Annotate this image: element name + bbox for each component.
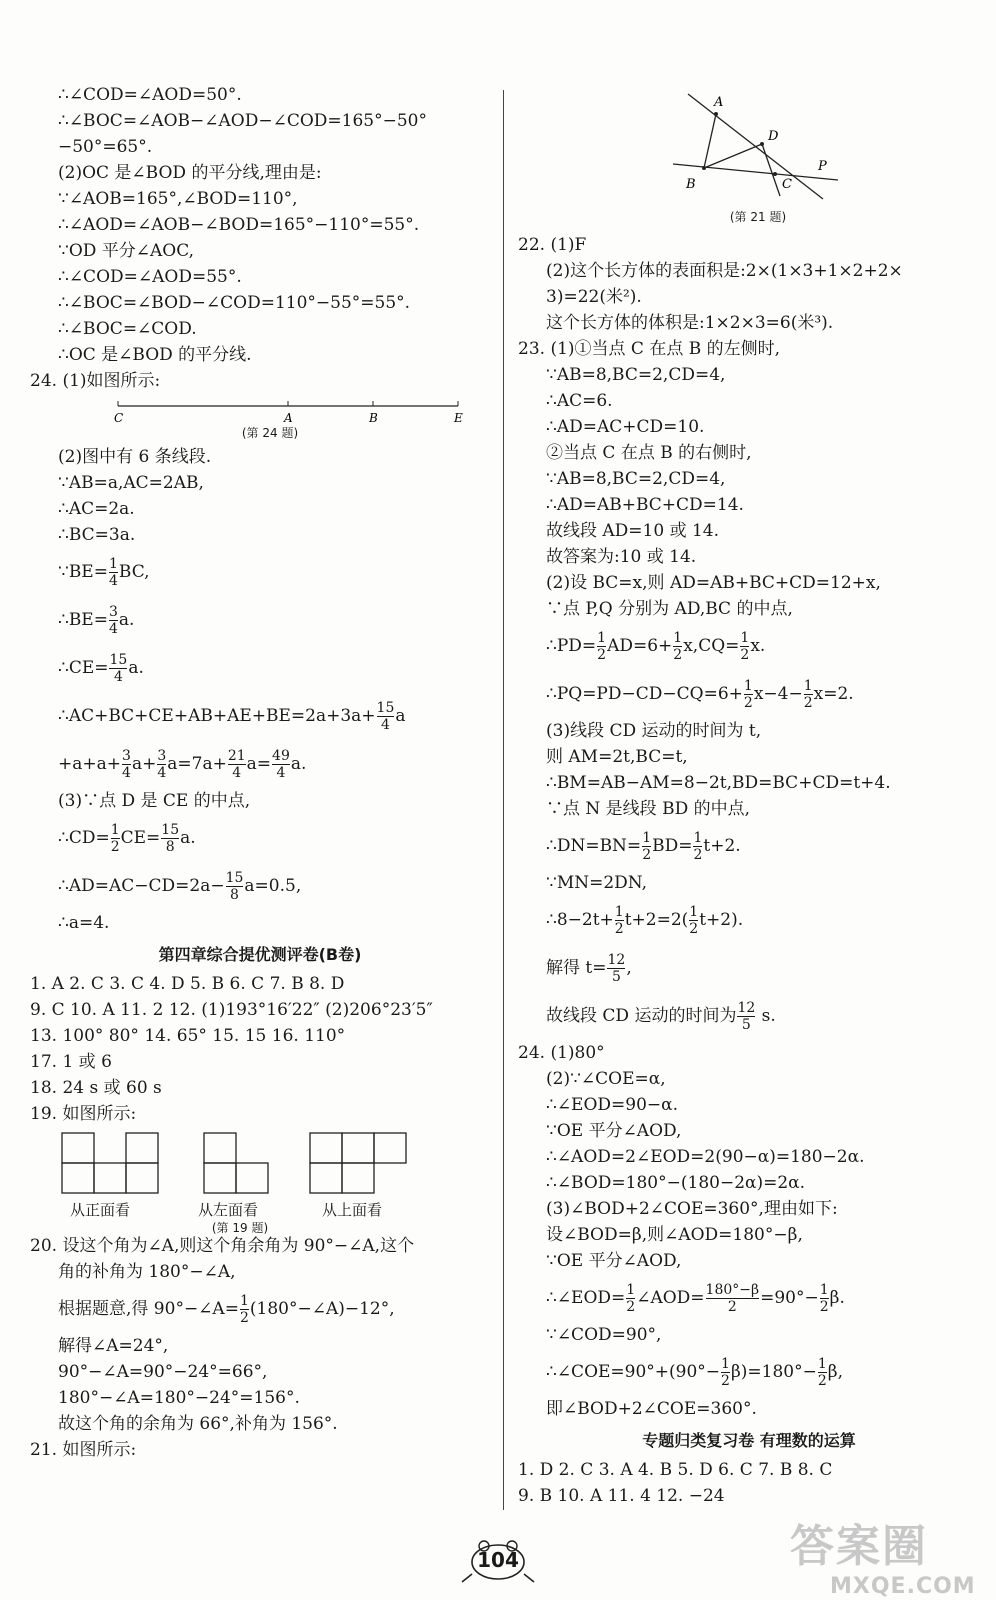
numerator: 1 <box>803 678 813 694</box>
text-run: x. <box>750 636 766 656</box>
fraction <box>122 748 131 781</box>
text-run: ∴CD= <box>58 828 110 848</box>
text-line: 21. 如图所示: <box>30 1440 137 1460</box>
text-run: 根据题意,得 90°−∠A= <box>58 1299 239 1319</box>
text-run: +a+a+ <box>58 754 122 774</box>
text-run: CE= <box>120 828 161 848</box>
answer-line: 24. (1)80° <box>518 1043 605 1063</box>
text-line: ∵OD 平分∠AOC, <box>58 241 195 261</box>
text-run: t+2=2( <box>624 910 689 930</box>
text-line: 3)=22(米²). <box>546 287 642 307</box>
text-run: a. <box>290 754 307 774</box>
text-line: 90°−∠A=90°−24°=66°, <box>58 1362 268 1382</box>
equation-line <box>30 548 490 596</box>
numerator: 12 <box>737 1000 756 1016</box>
text-run: x−4− <box>753 684 803 704</box>
text-run: s. <box>756 1006 776 1026</box>
numerator: 12 <box>607 952 626 968</box>
fraction <box>693 830 702 863</box>
equation-line <box>30 740 490 788</box>
text-line: ∵MN=2DN, <box>546 873 647 893</box>
denominator: 2 <box>239 1310 249 1326</box>
point-label-a: A <box>714 95 724 110</box>
text-line: 解得∠A=24°, <box>58 1336 169 1356</box>
equation-line <box>518 1348 980 1396</box>
text-line: ∵∠AOB=165°,∠BOD=110°, <box>58 189 298 209</box>
text-line: ∴∠BOC=∠BOD−∠COD=110°−55°=55°. <box>58 293 411 313</box>
text-line: 角的补角为 180°−∠A, <box>58 1262 236 1282</box>
section-title: 专题归类复习卷 有理数的运算 <box>642 1431 856 1450</box>
text-line: ∵点 P,Q 分别为 AD,BC 的中点, <box>546 599 793 619</box>
text-run: ∴∠COE=90°+(90°− <box>546 1362 721 1382</box>
text-run: 解得 t= <box>546 958 607 978</box>
right-column <box>518 84 980 1509</box>
denominator: 2 <box>693 847 703 863</box>
text-run: t+2. <box>703 836 741 856</box>
fraction <box>689 904 698 937</box>
point-label-e: E <box>454 411 463 425</box>
numerator: 15 <box>109 652 128 668</box>
denominator: 2 <box>740 647 750 663</box>
denominator: 4 <box>108 573 118 589</box>
equation-line <box>30 814 490 862</box>
view-label-left: 从左面看 <box>198 1201 259 1219</box>
text-line: ∵OE 平分∠AOD, <box>546 1121 682 1141</box>
figure-24 <box>30 394 490 444</box>
denominator: 4 <box>381 717 390 733</box>
numerator: 15 <box>225 870 244 886</box>
text-line: (3)∵点 D 是 CE 的中点, <box>58 791 251 811</box>
text-run: ∴∠EOD= <box>546 1288 626 1308</box>
fraction <box>272 748 290 781</box>
denominator: 4 <box>108 621 118 637</box>
page-number-badge <box>458 1538 538 1586</box>
fraction <box>109 652 127 685</box>
figure-caption: (第 24 题) <box>241 426 299 440</box>
text-line: ∴∠BOD=180°−(180−2α)=2α. <box>546 1173 806 1193</box>
fraction <box>109 556 118 589</box>
text-line: ∵AB=8,BC=2,CD=4, <box>546 365 726 385</box>
text-line: 故答案为:10 或 14. <box>546 547 697 567</box>
denominator: 4 <box>276 765 286 781</box>
text-line: (2)设 BC=x,则 AD=AB+BC+CD=12+x, <box>546 573 881 593</box>
answer-line: 9. C 10. A 11. 2 12. (1)193°16′22″ (2)206°23′5″ <box>30 1000 433 1020</box>
figure-21 <box>518 84 980 232</box>
fraction <box>240 1293 249 1326</box>
equation-line <box>30 644 490 692</box>
equation-line <box>30 1285 490 1333</box>
fraction <box>818 1356 827 1389</box>
watermark-logo-text: 答案圈 <box>790 1521 928 1572</box>
fraction <box>740 630 749 663</box>
text-run: a <box>395 706 406 726</box>
text-run: β. <box>829 1288 845 1308</box>
denominator: 2 <box>673 647 683 663</box>
denominator: 4 <box>122 765 131 781</box>
text-run: a+ <box>131 754 157 774</box>
fraction <box>226 870 244 903</box>
text-run: ∵BE= <box>58 562 108 582</box>
fraction <box>157 748 166 781</box>
point-label-a: A <box>284 411 293 425</box>
denominator: 2 <box>819 1299 829 1315</box>
text-line: −50°=65°. <box>58 137 153 157</box>
text-line: ∴BM=AB−AM=8−2t,BD=BC+CD=t+4. <box>546 773 891 793</box>
fraction <box>673 630 682 663</box>
numerator: 1 <box>614 904 624 920</box>
equation-line <box>518 822 980 870</box>
watermark <box>790 1510 976 1599</box>
numerator: 3 <box>108 604 118 620</box>
text-run: a. <box>128 658 144 678</box>
page-number: 104 <box>477 1548 519 1572</box>
text-line: ∵AB=8,BC=2,CD=4, <box>546 469 726 489</box>
point-label-p: P <box>818 159 827 174</box>
view-label-front: 从正面看 <box>70 1201 131 1219</box>
text-line: ∴AD=AB+BC+CD=14. <box>546 495 744 515</box>
answer-line: 9. B 10. A 11. 4 12. −24 <box>518 1486 725 1506</box>
point-label-c: C <box>782 177 792 192</box>
denominator: 2 <box>597 647 607 663</box>
text-line: 设∠BOD=β,则∠AOD=180°−β, <box>546 1225 803 1245</box>
text-line: 180°−∠A=180°−24°=156°. <box>58 1388 300 1408</box>
text-run: ∴DN=BN= <box>546 836 642 856</box>
numerator: 1 <box>239 1293 249 1309</box>
text-run: AD=6+ <box>607 636 673 656</box>
denominator: 2 <box>721 1373 730 1389</box>
text-run: a. <box>118 610 135 630</box>
equation-line <box>30 862 490 910</box>
text-line: ∴AD=AC+CD=10. <box>546 417 705 437</box>
text-line: ∴OC 是∠BOD 的平分线. <box>58 345 252 365</box>
text-run: t+2). <box>699 910 744 930</box>
text-run: a=0.5, <box>244 876 302 896</box>
text-line: 20. 设这个角为∠A,则这个角余角为 90°−∠A,这个 <box>30 1236 415 1256</box>
equation-line <box>518 670 980 718</box>
text-line: (2)OC 是∠BOD 的平分线,理由是: <box>58 163 322 183</box>
text-line: (2)∵∠COE=α, <box>546 1069 666 1089</box>
text-line: 故这个角的余角为 66°,补角为 156°. <box>58 1414 338 1434</box>
answer-line: 22. (1)F <box>518 235 587 255</box>
text-run: a= <box>246 754 272 774</box>
text-line: ∴∠COD=∠AOD=50°. <box>58 85 242 105</box>
numerator: 15 <box>161 822 180 838</box>
numerator: 1 <box>817 1356 827 1372</box>
equation-line <box>30 692 490 740</box>
fraction <box>228 748 246 781</box>
text-line: (2)图中有 6 条线段. <box>58 447 212 467</box>
denominator: 2 <box>803 695 813 711</box>
text-line: ∴∠AOD=2∠EOD=2(90−α)=180−2α. <box>546 1147 865 1167</box>
numerator: 15 <box>376 700 395 716</box>
fraction <box>161 822 179 855</box>
denominator: 5 <box>611 969 621 985</box>
text-line: 23. (1)①当点 C 在点 B 的左侧时, <box>518 339 781 359</box>
text-line: 则 AM=2t,BC=t, <box>546 747 688 767</box>
text-line: ∴∠BOC=∠COD. <box>58 319 197 339</box>
text-line: ∴AC=6. <box>546 391 613 411</box>
text-run: BC, <box>118 562 150 582</box>
answer-line: 19. 如图所示: <box>30 1104 137 1124</box>
text-run: ∴AD=AC−CD=2a− <box>58 876 225 896</box>
text-run: ∴AC+BC+CE+AB+AE+BE=2a+3a+ <box>58 706 376 726</box>
point-label-b: B <box>686 177 696 192</box>
text-run: ∴8−2t+ <box>546 910 614 930</box>
denominator: 2 <box>727 1299 737 1315</box>
denominator: 2 <box>626 1299 636 1315</box>
text-line: ∵点 N 是线段 BD 的中点, <box>546 799 751 819</box>
text-line: (3)线段 CD 运动的时间为 t, <box>546 721 762 741</box>
text-line: ∴BC=3a. <box>58 525 136 545</box>
numerator: 180°−β <box>705 1282 760 1298</box>
text-run: x,CQ= <box>683 636 740 656</box>
answer-line: 1. D 2. C 3. A 4. B 5. D 6. C 7. B 8. C <box>518 1460 833 1480</box>
column-divider <box>503 90 504 1510</box>
text-line: ∵OE 平分∠AOD, <box>546 1251 682 1271</box>
equation-line <box>30 596 490 644</box>
numerator: 1 <box>673 630 683 646</box>
fraction <box>626 1282 635 1315</box>
text-line: ∵AB=a,AC=2AB, <box>58 473 204 493</box>
text-run: a=7a+ <box>167 754 227 774</box>
text-run: ∴BE= <box>58 610 108 630</box>
point-label-b: B <box>369 411 378 425</box>
answer-line: 13. 100° 80° 14. 65° 15. 15 16. 110° <box>30 1026 346 1046</box>
text-run: ∴PD= <box>546 636 597 656</box>
fraction <box>744 678 753 711</box>
numerator: 21 <box>227 748 246 764</box>
text-run: ∠AOD= <box>636 1288 705 1308</box>
three-view-diagram <box>30 1131 470 1197</box>
text-line: ∴∠AOD=∠AOB−∠BOD=165°−110°=55°. <box>58 215 420 235</box>
text-line: ∴∠BOC=∠AOB−∠AOD−∠COD=165°−50° <box>58 111 427 131</box>
fraction <box>737 1000 755 1033</box>
denominator: 4 <box>113 669 123 685</box>
fraction <box>607 952 625 985</box>
text-line: ②当点 C 在点 B 的右侧时, <box>546 443 752 463</box>
triangle-diagram <box>518 84 980 204</box>
text-run: (180°−∠A)−12°, <box>249 1299 395 1319</box>
numerator: 1 <box>743 678 753 694</box>
denominator: 4 <box>157 765 167 781</box>
fraction <box>597 630 606 663</box>
fraction <box>820 1282 829 1315</box>
denominator: 4 <box>232 765 242 781</box>
equation-line <box>518 944 980 992</box>
point-label-d: D <box>768 129 779 144</box>
left-column <box>30 82 490 1463</box>
fraction <box>804 678 813 711</box>
numerator: 1 <box>642 830 652 846</box>
text-line: ∴∠COD=∠AOD=55°. <box>58 267 242 287</box>
figure-caption: (第 21 题) <box>729 210 787 224</box>
figure-19 <box>30 1127 490 1233</box>
text-run: , <box>626 958 632 978</box>
text-run: β)=180°− <box>730 1362 817 1382</box>
denominator: 2 <box>689 921 699 937</box>
answer-line: 1. A 2. C 3. C 4. D 5. B 6. C 7. B 8. D <box>30 974 345 994</box>
numerator: 1 <box>721 1356 730 1372</box>
numerator: 1 <box>740 630 750 646</box>
equation-line <box>518 1274 980 1322</box>
text-run: a. <box>180 828 196 848</box>
text-line: 这个长方体的体积是:1×2×3=6(米³). <box>546 313 834 333</box>
equation-line <box>518 622 980 670</box>
text-run: =90°− <box>760 1288 819 1308</box>
numerator: 1 <box>689 904 699 920</box>
segment-diagram <box>90 394 490 426</box>
text-run: ∴CE= <box>58 658 109 678</box>
text-line: (3)∠BOD+2∠COE=360°,理由如下: <box>546 1199 838 1219</box>
answer-line: 18. 24 s 或 60 s <box>30 1078 162 1098</box>
text-run: β, <box>827 1362 844 1382</box>
denominator: 2 <box>743 695 753 711</box>
numerator: 1 <box>110 822 120 838</box>
view-label-top: 从上面看 <box>322 1201 383 1219</box>
answer-line: 17. 1 或 6 <box>30 1052 112 1072</box>
fraction <box>721 1356 730 1389</box>
point-label-c: C <box>114 411 124 425</box>
equation-line <box>518 992 980 1040</box>
section-title: 第四章综合提优测评卷(B卷) <box>158 945 362 964</box>
numerator: 3 <box>157 748 167 764</box>
fraction <box>377 700 395 733</box>
text-line: ∴∠EOD=90−α. <box>546 1095 679 1115</box>
text-line: 故线段 AD=10 或 14. <box>546 521 720 541</box>
denominator: 2 <box>817 1373 827 1389</box>
numerator: 1 <box>597 630 607 646</box>
numerator: 1 <box>693 830 703 846</box>
fraction <box>706 1282 760 1315</box>
denominator: 2 <box>110 839 120 855</box>
denominator: 2 <box>614 921 624 937</box>
text-run: 故线段 CD 运动的时间为 <box>546 1006 737 1026</box>
numerator: 1 <box>626 1282 636 1298</box>
text-line: ∴AC=2a. <box>58 499 135 519</box>
text-line: (2)这个长方体的表面积是:2×(1×3+1×2+2× <box>546 261 903 281</box>
numerator: 1 <box>819 1282 829 1298</box>
text-line: 即∠BOD+2∠COE=360°. <box>546 1399 757 1419</box>
denominator: 8 <box>165 839 175 855</box>
equation-line <box>518 896 980 944</box>
fraction <box>615 904 624 937</box>
watermark-url: MXQE.COM <box>830 1574 976 1599</box>
fraction <box>111 822 120 855</box>
numerator: 3 <box>122 748 131 764</box>
text-line: ∴a=4. <box>58 913 110 933</box>
text-run: ∴PQ=PD−CD−CQ=6+ <box>546 684 743 704</box>
numerator: 1 <box>108 556 118 572</box>
numerator: 49 <box>272 748 290 764</box>
text-line: ∵∠COD=90°, <box>546 1325 662 1345</box>
denominator: 2 <box>642 847 652 863</box>
fraction <box>642 830 651 863</box>
figure-caption: (第 19 题) <box>211 1221 269 1235</box>
denominator: 8 <box>230 887 239 903</box>
question-24-heading: 24. (1)如图所示: <box>30 371 161 391</box>
text-run: BD= <box>652 836 693 856</box>
fraction <box>109 604 118 637</box>
text-run: x=2. <box>813 684 854 704</box>
denominator: 5 <box>741 1017 751 1033</box>
